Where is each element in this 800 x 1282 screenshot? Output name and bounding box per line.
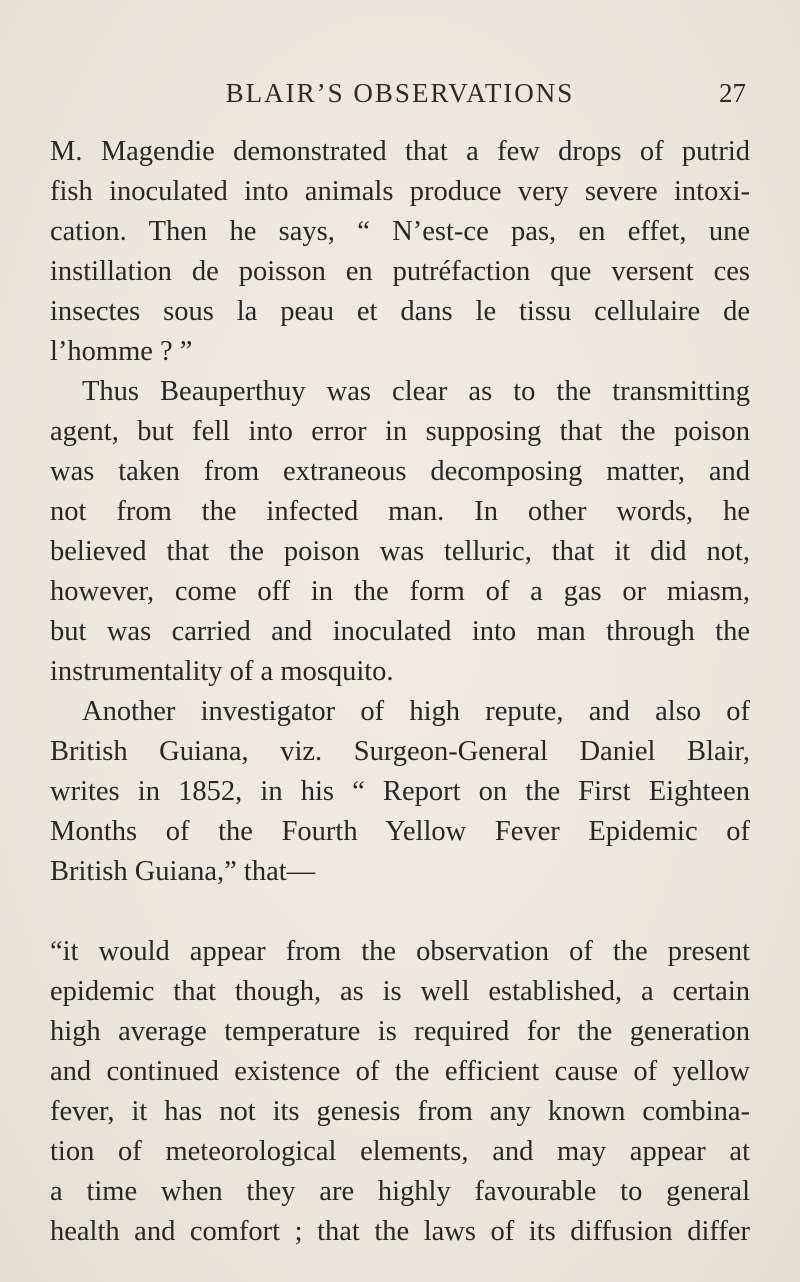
- text-line: Months of the Fourth Yellow Fever Epidemic of: [50, 816, 750, 847]
- text-line: believed that the poison was telluric, that it did not,: [50, 536, 750, 567]
- quote-line: fever, it has not its genesis from any known combina-: [50, 1096, 750, 1127]
- text-line: not from the infected man. In other words, he: [50, 496, 750, 527]
- text-line: British Guiana,” that—: [50, 856, 316, 887]
- text-line: but was carried and inoculated into man through the: [50, 616, 750, 647]
- page-number: 27: [719, 78, 746, 108]
- text-line: M. Magendie demonstrated that a few drops of putrid: [50, 136, 750, 167]
- text-line: cation. Then he says, “ N’est-ce pas, en effet, une: [50, 216, 750, 247]
- quote-line: a time when they are highly favourable to general: [50, 1176, 750, 1207]
- text-line: instrumentality of a mosquito.: [50, 656, 394, 687]
- quote-line: epidemic that though, as is well established, a certain: [50, 976, 750, 1007]
- text-line: fish inoculated into animals produce very severe intoxi-: [50, 176, 750, 207]
- quote-line: high average temperature is required for the generation: [50, 1016, 750, 1047]
- quote-line: health and comfort ; that the laws of its diffusion differ: [50, 1216, 750, 1247]
- quote-line: tion of meteorological elements, and may appear at: [50, 1136, 750, 1167]
- text-line: was taken from extraneous decomposing matter, and: [50, 456, 750, 487]
- text-line: Thus Beauperthuy was clear as to the transmitting: [82, 376, 750, 407]
- page-header: [50, 78, 750, 118]
- text-line: British Guiana, viz. Surgeon-General Daniel Blair,: [50, 736, 750, 767]
- text-line: instillation de poisson en putréfaction que versent ces: [50, 256, 750, 287]
- text-line: l’homme ? ”: [50, 336, 193, 367]
- running-head: BLAIR’S OBSERVATIONS: [225, 78, 575, 108]
- text-line: however, come off in the form of a gas or miasm,: [50, 576, 750, 607]
- quote-line: and continued existence of the efficient cause of yellow: [50, 1056, 750, 1087]
- text-line: agent, but fell into error in supposing that the poison: [50, 416, 750, 447]
- text-line: Another investigator of high repute, and also of: [82, 696, 750, 727]
- text-line: writes in 1852, in his “ Report on the First Eighteen: [50, 776, 750, 807]
- quote-line: “it would appear from the observation of the present: [50, 936, 750, 967]
- text-line: insectes sous la peau et dans le tissu cellulaire de: [50, 296, 750, 327]
